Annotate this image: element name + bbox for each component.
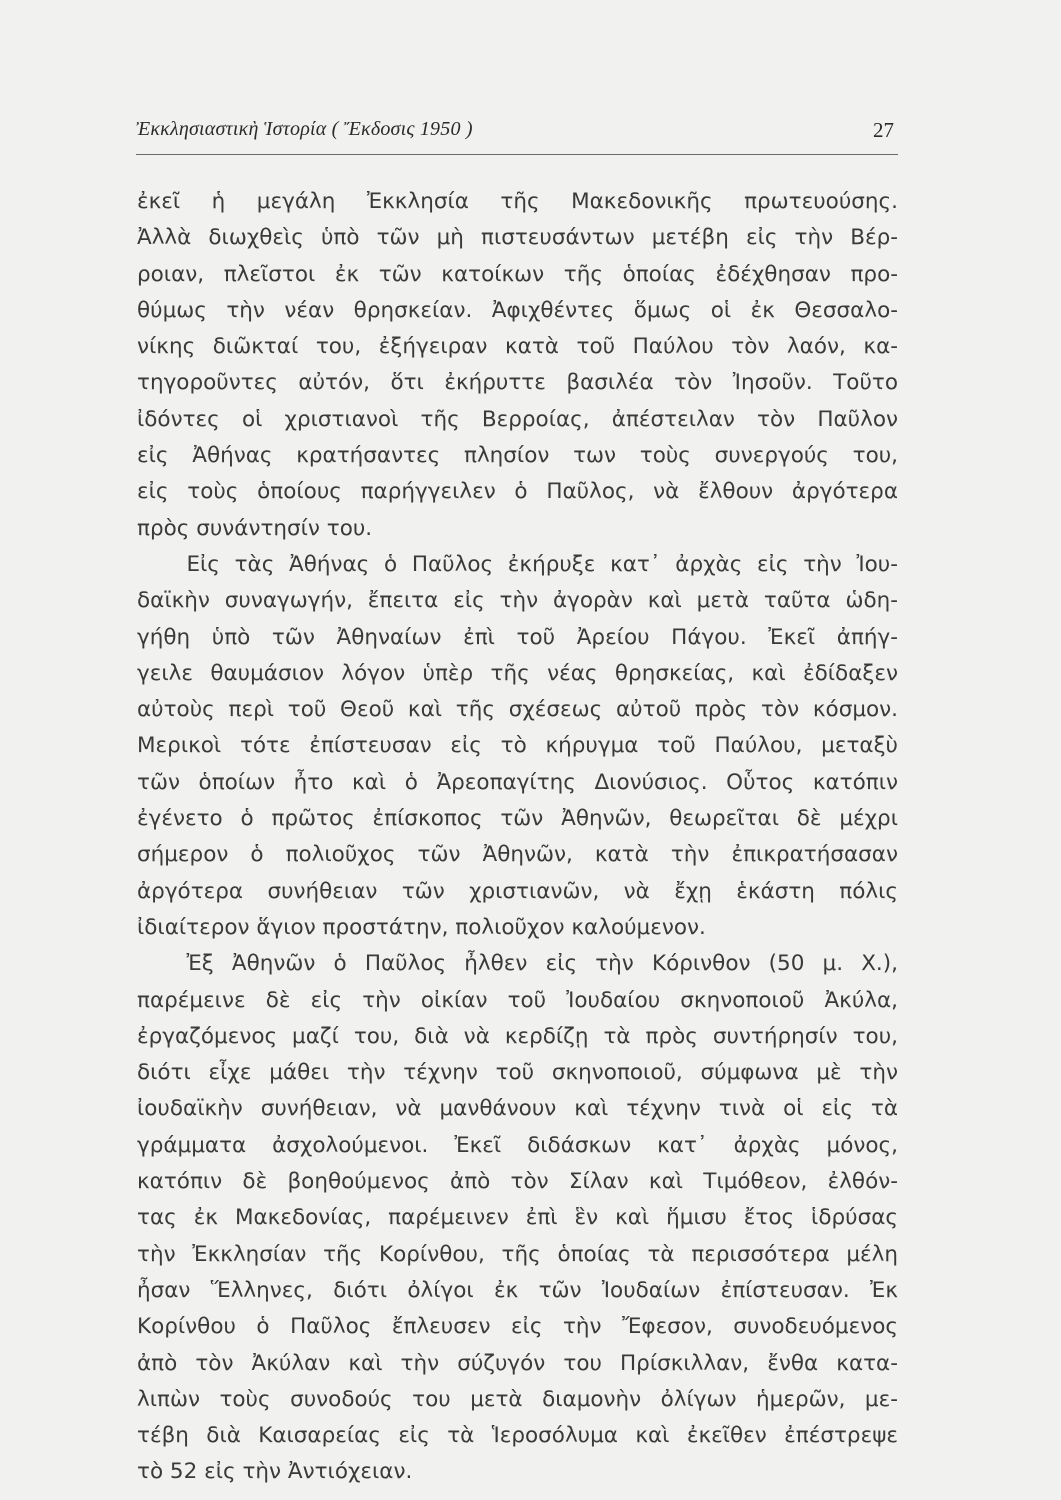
- text-line: ἀργότερα συνήθειαν τῶν χριστιανῶν, νὰ ἔχῃ ἑκάστη πόλις: [137, 878, 898, 904]
- text-line: Μερικοὶ τότε ἐπίστευσαν εἰς τὸ κήρυγμα τοῦ Παύλου, μεταξὺ: [137, 733, 898, 759]
- body-text: [137, 184, 898, 1491]
- text-line: τέβη διὰ Καισαρείας εἰς τὰ Ἱεροσόλυμα καὶ ἐκεῖθεν ἐπέστρεψε: [137, 1423, 898, 1449]
- text-line: λιπὼν τοὺς συνοδούς του μετὰ διαμονὴν ὀλίγων ἡμερῶν, με-: [137, 1386, 898, 1412]
- text-line: ἰδιαίτερον ἅγιον προστάτην, πολιοῦχον καλούμενον.: [137, 914, 706, 940]
- text-line: διότι εἶχε μάθει τὴν τέχνην τοῦ σκηνοποιοῦ, σύμφωνα μὲ τὴν: [137, 1060, 898, 1086]
- text-line: ἐκεῖ ἡ μεγάλη Ἐκκλησία τῆς Μακεδονικῆς πρωτευούσης.: [137, 189, 898, 214]
- text-line: Ἐξ Ἀθηνῶν ὁ Παῦλος ἦλθεν εἰς τὴν Κόρινθον (50 μ. Χ.),: [186, 951, 898, 977]
- running-title: Ἐκκλησιαστικὴ Ἱστορία ( Ἔκδοσις 1950 ): [136, 118, 473, 140]
- text-line: νίκης διῶκταί του, ἐξήγειραν κατὰ τοῦ Παύλου τὸν λαόν, κα-: [137, 334, 898, 360]
- text-line: εἰς Ἀθήνας κρατήσαντες πλησίον των τοὺς συνεργούς του,: [137, 443, 898, 469]
- text-line: εἰς τοὺς ὁποίους παρήγγειλεν ὁ Παῦλος, νὰ ἔλθουν ἀργότερα: [137, 479, 898, 505]
- text-line: τας ἐκ Μακεδονίας, παρέμεινεν ἐπὶ ἓν καὶ ἥμισυ ἔτος ἱδρύσας: [137, 1205, 898, 1231]
- text-line: ἀπὸ τὸν Ἀκύλαν καὶ τὴν σύζυγόν του Πρίσκιλλαν, ἔνθα κατα-: [137, 1350, 898, 1376]
- text-line: Εἰς τὰς Ἀθήνας ὁ Παῦλος ἐκήρυξε κατ᾽ ἀρχὰς εἰς τὴν Ἰου-: [186, 551, 898, 577]
- text-line: κατόπιν δὲ βοηθούμενος ἀπὸ τὸν Σίλαν καὶ Τιμόθεον, ἐλθόν-: [137, 1169, 898, 1195]
- text-line: ἐγένετο ὁ πρῶτος ἐπίσκοπος τῶν Ἀθηνῶν, θεωρεῖται δὲ μέχρι: [137, 806, 898, 832]
- text-line: δαϊκὴν συναγωγήν, ἔπειτα εἰς τὴν ἀγορὰν καὶ μετὰ ταῦτα ὡδη-: [137, 588, 898, 614]
- text-line: ἦσαν Ἕλληνες, διότι ὀλίγοι ἐκ τῶν Ἰουδαίων ἐπίστευσαν. Ἐκ: [137, 1277, 898, 1303]
- text-line: ἐργαζόμενος μαζί του, διὰ νὰ κερδίζῃ τὰ πρὸς συντήρησίν του,: [137, 1023, 898, 1049]
- running-header: [136, 118, 898, 155]
- text-line: τηγοροῦντες αὐτόν, ὅτι ἐκήρυττε βασιλέα τὸν Ἰησοῦν. Τοῦτο: [137, 370, 898, 396]
- page-number: 27: [873, 118, 894, 142]
- text-line: θύμως τὴν νέαν θρησκείαν. Ἀφιχθέντες ὅμως οἱ ἐκ Θεσσαλο-: [137, 297, 898, 323]
- text-line: Κορίνθου ὁ Παῦλος ἔπλευσεν εἰς τὴν Ἔφεσον, συνοδευόμενος: [137, 1314, 898, 1340]
- text-line: πρὸς συνάντησίν του.: [137, 515, 373, 541]
- text-line: γειλε θαυμάσιον λόγον ὑπὲρ τῆς νέας θρησκείας, καὶ ἐδίδαξεν: [137, 660, 898, 686]
- text-line: παρέμεινε δὲ εἰς τὴν οἰκίαν τοῦ Ἰουδαίου σκηνοποιοῦ Ἀκύλα,: [137, 987, 898, 1013]
- text-line: ροιαν, πλεῖστοι ἐκ τῶν κατοίκων τῆς ὁποίας ἐδέχθησαν προ-: [137, 261, 898, 287]
- text-line: γήθη ὑπὸ τῶν Ἀθηναίων ἐπὶ τοῦ Ἀρείου Πάγου. Ἐκεῖ ἀπήγ-: [137, 624, 898, 650]
- text-line: τὸ 52 εἰς τὴν Ἀντιόχειαν.: [137, 1459, 413, 1485]
- text-line: τὴν Ἐκκλησίαν τῆς Κορίνθου, τῆς ὁποίας τὰ περισσότερα μέλη: [137, 1241, 898, 1267]
- text-line: γράμματα ἀσχολούμενοι. Ἐκεῖ διδάσκων κατ᾽ ἀρχὰς μόνος,: [137, 1132, 898, 1158]
- text-line: Ἀλλὰ διωχθεὶς ὑπὸ τῶν μὴ πιστευσάντων μετέβη εἰς τὴν Βέρ-: [137, 225, 898, 251]
- text-line: ἰδόντες οἱ χριστιανοὶ τῆς Βερροίας, ἀπέστειλαν τὸν Παῦλον: [137, 406, 898, 432]
- text-line: ἰουδαϊκὴν συνήθειαν, νὰ μανθάνουν καὶ τέχνην τινὰ οἱ εἰς τὰ: [137, 1096, 898, 1122]
- text-line: τῶν ὁποίων ἦτο καὶ ὁ Ἀρεοπαγίτης Διονύσιος. Οὗτος κατόπιν: [137, 769, 898, 795]
- text-line: σήμερον ὁ πολιοῦχος τῶν Ἀθηνῶν, κατὰ τὴν ἐπικρατήσασαν: [137, 842, 898, 868]
- text-line: αὐτοὺς περὶ τοῦ Θεοῦ καὶ τῆς σχέσεως αὐτοῦ πρὸς τὸν κόσμον.: [137, 697, 898, 723]
